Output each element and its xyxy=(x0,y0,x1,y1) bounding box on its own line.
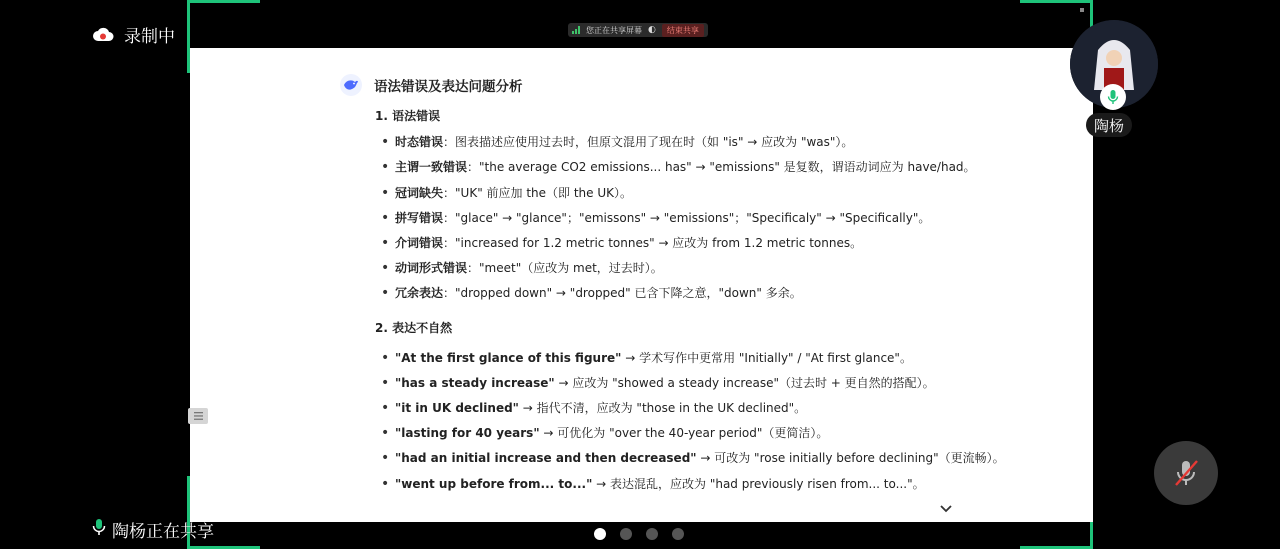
assistant-logo-icon xyxy=(340,74,362,96)
page-dot[interactable] xyxy=(594,528,606,540)
list-item: • "has a steady increase" → 应改为 "showed a steady increase"（过去时 + 更自然的搭配）。 xyxy=(395,375,1075,391)
expression-issue-list xyxy=(375,350,1075,492)
sharing-status xyxy=(92,517,214,542)
recording-label: 录制中 xyxy=(124,27,175,47)
section-heading: 2. 表达不自然 xyxy=(375,320,453,335)
list-item: • 介词错误："increased for 1.2 metric tonnes" → 应改为 from 1.2 metric tonnes。 xyxy=(395,235,1075,251)
list-item: • 主谓一致错误："the average CO2 emissions... has" → "emissions" 是复数，谓语动词应为 have/had。 xyxy=(395,159,1075,175)
signal-icon xyxy=(572,26,580,34)
window-dot xyxy=(1080,8,1084,12)
sharing-status-label: 陶杨正在共享 xyxy=(112,522,214,542)
page-dot[interactable] xyxy=(646,528,658,540)
participant-name: 陶杨 xyxy=(1086,113,1132,137)
shared-document xyxy=(190,48,1093,522)
list-item: • 时态错误：图表描述应使用过去时，但原文混用了现在时（如 "is" → 应改为 "was"）。 xyxy=(395,134,1075,150)
share-status-text: 您正在共享屏幕 xyxy=(586,25,642,35)
analysis-content xyxy=(375,108,1075,501)
list-item: • 冗余表达："dropped down" → "dropped" 已含下降之意，"down" 多余。 xyxy=(395,285,1075,301)
screen-share-bar xyxy=(568,23,708,37)
document-title: 语法错误及表达问题分析 xyxy=(374,79,523,95)
list-item: • "At the first glance of this figure" → 学术写作中更常用 "Initially" / "At first glance"。 xyxy=(395,350,1075,366)
share-toggle-icon: ◐ xyxy=(648,25,656,35)
page-indicator[interactable] xyxy=(594,528,684,540)
grammar-error-list xyxy=(375,134,1075,301)
stop-share-button[interactable]: 结束共享 xyxy=(662,24,704,37)
recording-indicator[interactable] xyxy=(92,22,175,47)
page-dot[interactable] xyxy=(672,528,684,540)
microphone-icon[interactable] xyxy=(1100,84,1126,110)
list-item: • 拼写错误："glace" → "glance"；"emissons" → "emissions"；"Specificaly" → "Specifically"。 xyxy=(395,210,1075,226)
mic-off-icon xyxy=(1172,458,1200,488)
list-item: • 冠词缺失："UK" 前应加 the（即 the UK）。 xyxy=(395,185,1075,201)
list-item: • "had an initial increase and then decreased" → 可改为 "rose initially before declining"（更流畅）。 xyxy=(395,450,1075,466)
section-heading: 1. 语法错误 xyxy=(375,109,441,123)
cloud-record-icon xyxy=(92,27,114,43)
page-dot[interactable] xyxy=(620,528,632,540)
sidebar-toggle-icon[interactable] xyxy=(188,408,208,424)
list-item: • 动词形式错误："meet"（应改为 met，过去时）。 xyxy=(395,260,1075,276)
list-item: • "lasting for 40 years" → 可优化为 "over the 40-year period"（更简洁）。 xyxy=(395,425,1075,441)
microphone-icon xyxy=(92,518,106,541)
scroll-down-chevron-icon[interactable] xyxy=(938,500,954,512)
document-header xyxy=(340,74,523,96)
list-item: • "went up before from... to..." → 表达混乱，应改为 "had previously risen from... to..."。 xyxy=(395,476,1075,492)
mute-microphone-button[interactable] xyxy=(1154,441,1218,505)
list-item: • "it in UK declined" → 指代不清，应改为 "those in the UK declined"。 xyxy=(395,400,1075,416)
